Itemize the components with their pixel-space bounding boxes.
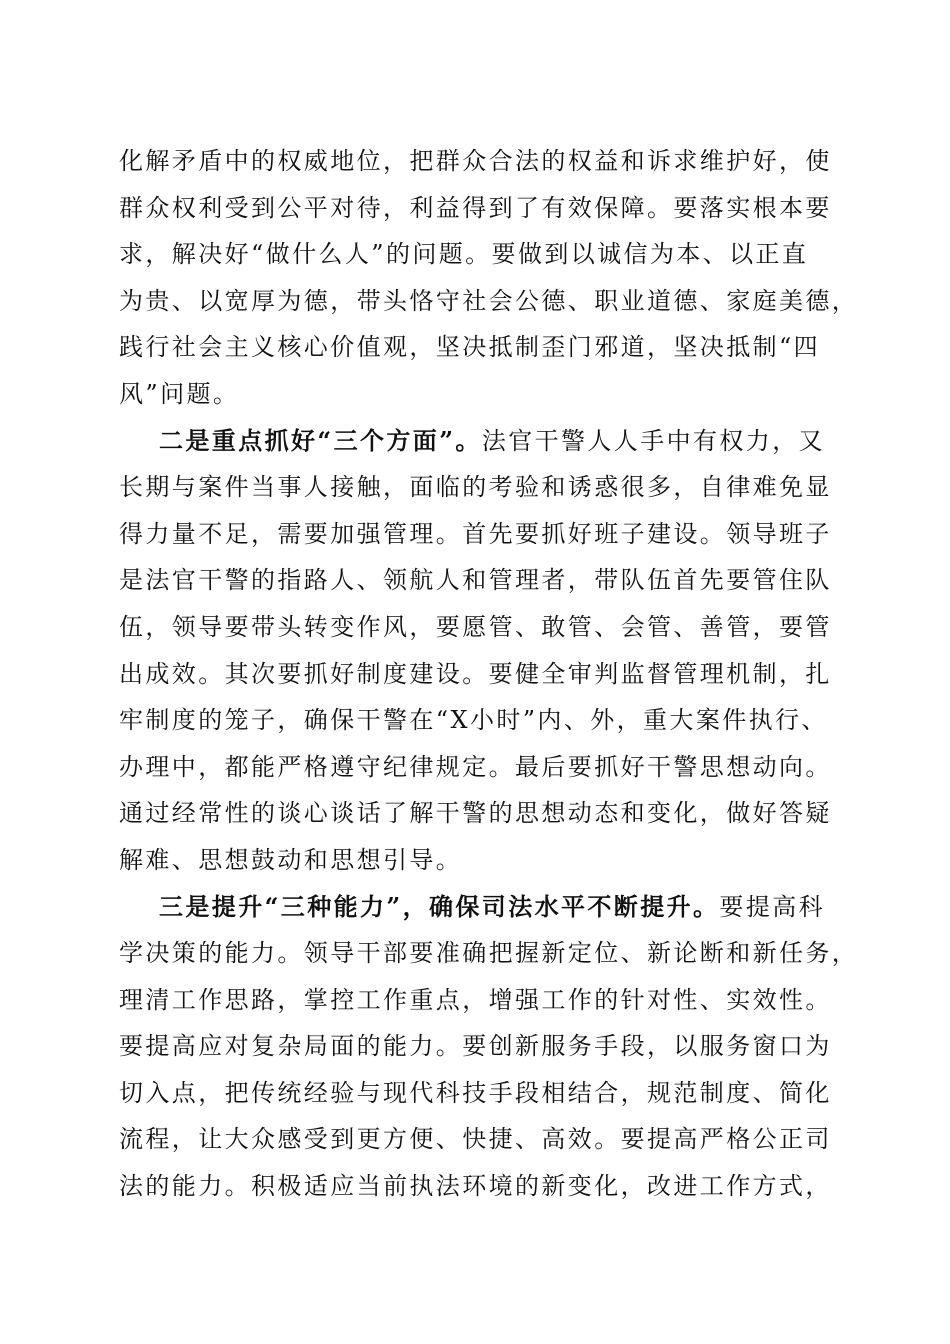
text-line: 理清工作思路，掌控工作重点，增强工作的针对性、实效性。: [119, 985, 832, 1014]
text-line: 学决策的能力。领导干部要准确把握新定位、新论断和新任务，: [119, 939, 859, 968]
text-line: 流程，让大众感受到更方便、快捷、高效。要提高严格公正司: [119, 1125, 832, 1154]
text-line: 为贵、以宽厚为德，带头恪守社会公德、职业道德、家庭美德，: [119, 286, 859, 315]
paragraph-lead-text: 法官干警人人手中有权力，又: [481, 426, 826, 455]
paragraph-lead-text: 要提高科: [719, 892, 826, 921]
text-line: 办理中，都能严格遵守纪律规定。最后要抓好干警思想动向。: [119, 752, 832, 781]
text-line: 得力量不足，需要加强管理。首先要抓好班子建设。领导班子: [119, 519, 832, 548]
text-line: 切入点，把传统经验与现代科技手段相结合，规范制度、简化: [119, 1078, 832, 1107]
text-line-first: [119, 418, 839, 465]
text-line: 风”问题。: [119, 379, 240, 408]
text-line: 解难、思想鼓动和思想引导。: [119, 845, 463, 874]
paragraph-three-abilities: [119, 884, 859, 1210]
text-line: 伍，领导要带头转变作风，要愿管、敢管、会管、善管，要管: [119, 612, 832, 641]
paragraph-heading: 二是重点抓好“三个方面”。: [159, 425, 482, 455]
text-line: 是法官干警的指路人、领航人和管理者，带队伍首先要管住队: [119, 566, 832, 595]
text-line: 通过经常性的谈心谈话了解干警的思想动态和变化，做好答疑: [119, 799, 832, 828]
text-line: 出成效。其次要抓好制度建设。要健全审判监督管理机制，扎: [119, 659, 832, 688]
text-line: 化解矛盾中的权威地位，把群众合法的权益和诉求维护好，使: [119, 147, 832, 175]
text-line: 践行社会主义核心价值观，坚决抵制歪门邪道，坚决抵制“四: [119, 333, 821, 362]
text-line: 要提高应对复杂局面的能力。要创新服务手段，以服务窗口为: [119, 1032, 832, 1061]
text-line: 长期与案件当事人接触，面临的考验和诱惑很多，自律难免显: [119, 473, 832, 502]
text-line: 法的能力。积极适应当前执法环境的新变化，改进工作方式，: [119, 1172, 832, 1201]
text-line: 群众权利受到公平对待，利益得到了有效保障。要落实根本要: [119, 193, 832, 222]
text-line-first: [119, 884, 839, 931]
text-line: 牢制度的笼子，确保干警在“X小时”内、外，重大案件执行、: [119, 706, 828, 735]
text-line: 求，解决好“做什么人”的问题。要做到以诚信为本、以正直: [119, 240, 809, 269]
paragraph-three-aspects: [119, 418, 839, 884]
document-body: [119, 138, 859, 1210]
paragraph-continuation: [119, 138, 859, 418]
paragraph-heading: 三是提升“三种能力”，确保司法水平不断提升。: [159, 891, 720, 921]
